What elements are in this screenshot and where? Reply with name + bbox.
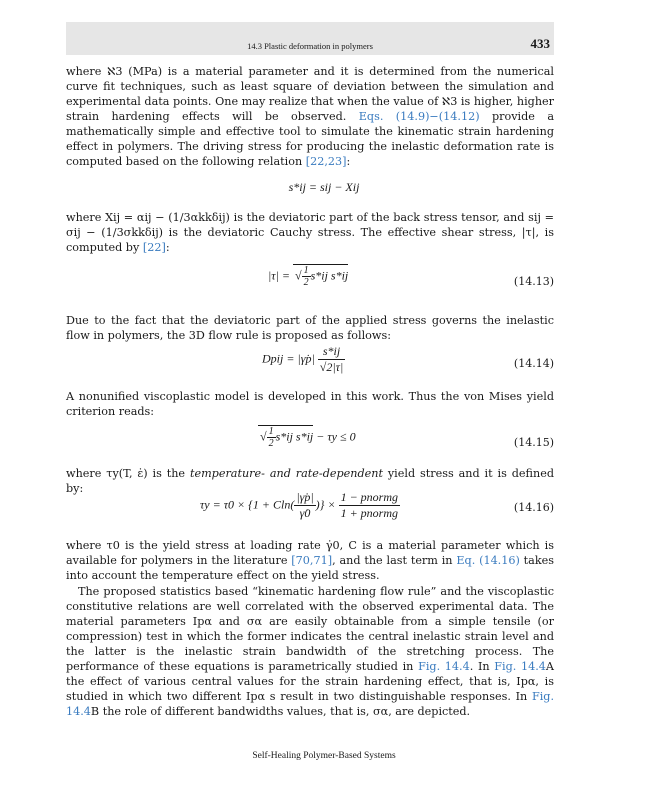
paragraph-7 bbox=[66, 584, 554, 719]
eq15-frac-den: 2 bbox=[268, 438, 274, 449]
eq15-number: (14.15) bbox=[513, 436, 554, 449]
para5-italic: temperature- and rate-dependent bbox=[189, 467, 383, 480]
eq16-lhs: τy = τ0 × {1 + Cln( bbox=[200, 497, 295, 512]
eq14-lhs: Dpij = |γ̇p| bbox=[262, 351, 315, 366]
eq16-num: 1 − pnormg bbox=[340, 490, 399, 504]
eq13-lhs: |τ| = bbox=[268, 268, 290, 283]
para6-text-c: takes into account the temperature effect on the yield stress. bbox=[66, 554, 554, 582]
eq16-inner-num: |γ̇p| bbox=[296, 490, 314, 504]
para1-text-b: provide a mathematically simple and effective tool to simulate the kinematic strain hardening effect in polymers. The driving stress for producing the inelastic deformation rate is computed based on the following relation bbox=[66, 110, 554, 168]
para7-text-b: . In bbox=[469, 660, 495, 673]
paragraph-4 bbox=[66, 389, 554, 419]
eq15-sqrt: √ $\frac{1}{2}$ s*ij s*ij bbox=[260, 426, 314, 449]
citation-link-22-23[interactable]: [22,23] bbox=[305, 155, 347, 168]
para5-text-b: yield stress and it is defined by: bbox=[66, 467, 554, 495]
eq16-number: (14.16) bbox=[513, 501, 554, 514]
eq16-den: 1 + pnormg bbox=[340, 506, 399, 520]
eq15-rest: − τy ≤ 0 bbox=[316, 429, 356, 444]
para6-text-b: , and the last term in bbox=[332, 554, 457, 567]
eq13-number: (14.13) bbox=[513, 275, 554, 288]
eq15-frac-num: 1 bbox=[268, 426, 274, 437]
equation-14-13 bbox=[268, 264, 348, 288]
paragraph-2 bbox=[66, 210, 554, 255]
eq14-number: (14.14) bbox=[513, 357, 554, 370]
para1-text-c: : bbox=[346, 155, 351, 168]
eq16-mid: )} × bbox=[315, 497, 336, 512]
equation-14-15 bbox=[258, 425, 356, 449]
para6-text-a: where τ0 is the yield stress at loading rate γ̇0, C is a material parameter which is available for polymers in the literature bbox=[66, 539, 554, 567]
citation-link-70-71[interactable]: [70,71] bbox=[291, 554, 333, 567]
para7-text-d: B the role of different bandwidths values, that is, σα, are depicted. bbox=[90, 705, 471, 718]
figure-link-14-4c[interactable]: Fig. 14.4 bbox=[66, 690, 554, 718]
eq14-den: √2|τ| bbox=[319, 360, 344, 374]
eq13-rest: s*ij s*ij bbox=[310, 268, 349, 283]
eq13-sqrt: √ $\frac{1}{2}$ s*ij s*ij bbox=[295, 265, 349, 288]
running-footer: Self-Healing Polymer-Based Systems bbox=[252, 751, 396, 761]
para5-text-a: where τy(T, ε̇) is the bbox=[66, 467, 190, 480]
eq14-num: s*ij bbox=[318, 344, 345, 360]
equation-14-16 bbox=[200, 490, 400, 521]
eq16-inner-den: γ̇0 bbox=[299, 506, 311, 520]
paragraph-3 bbox=[66, 313, 554, 343]
equation-14-14 bbox=[262, 344, 345, 375]
paragraph-6 bbox=[66, 538, 554, 583]
running-header bbox=[66, 22, 554, 55]
eq15-inner: s*ij s*ij bbox=[275, 429, 314, 444]
eq-14-16-link[interactable]: Eq. (14.16) bbox=[456, 554, 520, 567]
para7-text-a: The proposed statistics based “kinematic hardening flow rule” and the viscoplastic constitutive relations are well correlated with the observed experimental data. The material parameters Ipα and σα are easily obtainable from a simple tensile (or compression) test in which the former indicates the central inelastic strain level and the latter is the inelastic strain bandwidth of the stretching process. The performance of these equations is parametrically studied in bbox=[66, 585, 554, 673]
paragraph-1 bbox=[66, 64, 554, 169]
para4-text: A nonunified viscoplastic model is developed in this work. Thus the von Mises yield criterion reads: bbox=[66, 390, 554, 418]
para1-text-a: where ℵ3 (MPa) is a material parameter and it is determined from the numerical curve fit techniques, such as least square of deviation between the simulation and experimental data points. One may realize that when the value of ℵ3 is higher, higher strain hardening effects will be observed. bbox=[66, 65, 554, 123]
eq13-frac-den: 2 bbox=[303, 277, 309, 288]
header-title: 14.3 Plastic deformation in polymers bbox=[247, 41, 373, 51]
page-number: 433 bbox=[530, 36, 550, 51]
equation-deviatoric-driving-stress: s*ij = sij − Xij bbox=[288, 180, 360, 194]
para3-text: Due to the fact that the deviatoric part of the applied stress governs the inelastic flow in polymers, the 3D flow rule is proposed as follows: bbox=[66, 314, 554, 342]
para2-text-a: where Xij = αij − (1/3αkkδij) is the deviatoric part of the back stress tensor, and sij = σij − (1/3σkkδij) is the deviatoric Cauchy stress. The effective shear stress, |τ|, is computed by bbox=[66, 211, 554, 254]
figure-link-14-4b[interactable]: Fig. 14.4 bbox=[494, 660, 546, 673]
para2-text-b: : bbox=[165, 241, 170, 254]
para7-text-c: A the effect of various central values for the strain hardening effect, that is, Ipα, is studied in which two different Ipα s result in two distinguishable responses. In bbox=[66, 660, 555, 703]
eq-range-link[interactable]: Eqs. (14.9)−(14.12) bbox=[358, 110, 480, 123]
eq13-frac-num: 1 bbox=[303, 265, 309, 276]
citation-link-22[interactable]: [22] bbox=[142, 241, 166, 254]
figure-link-14-4a[interactable]: Fig. 14.4 bbox=[418, 660, 470, 673]
